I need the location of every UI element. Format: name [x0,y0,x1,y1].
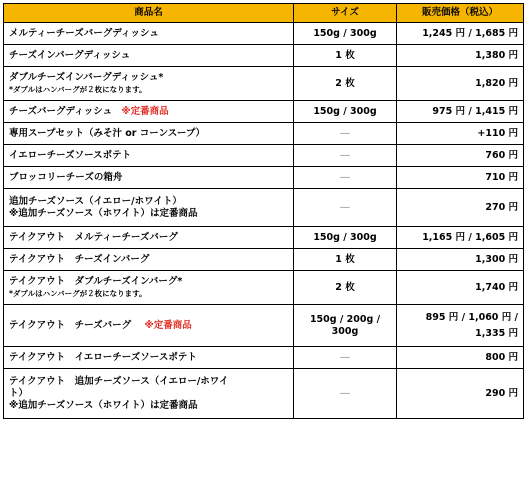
item-name-cell [4,67,294,101]
item-size: 2 枚 [294,271,397,305]
table-row [4,347,524,369]
item-note: *ダブルはハンバーグが２枚になります。 [9,289,147,298]
item-size-line: 150g / 200g / [309,313,381,325]
item-name: テイクアウト ダブルチーズインバーグ* [9,276,183,287]
table-row [4,23,524,45]
item-subline: ※追加チーズソース（ホワイト）は定番商品 [9,399,198,411]
table-row [4,101,524,123]
table-row [4,145,524,167]
item-price: +110 円 [397,123,524,145]
item-name-wrap: ト） [9,387,29,399]
item-name: チーズインバーグディッシュ [4,45,294,67]
item-name: テイクアウト チーズバーグ [9,319,132,331]
item-price: 975 円 / 1,415 円 [397,101,524,123]
item-name: テイクアウト 追加チーズソース（イエロー/ホワイ [9,375,229,387]
item-name: ダブルチーズインバーグディッシュ* [9,72,164,83]
item-price: 800 円 [397,347,524,369]
item-name: テイクアウト イエローチーズソースポテト [4,347,294,369]
table-row [4,123,524,145]
standard-item-badge: ※定番商品 [144,319,192,331]
item-price: 1,820 円 [397,67,524,101]
item-price-line: 895 円 / 1,060 円 / [425,311,518,323]
item-subline: ※追加チーズソース（ホワイト）は定番商品 [9,207,198,219]
table-row [4,45,524,67]
item-name: メルティーチーズバーグディッシュ [4,23,294,45]
item-size: ― [294,145,397,167]
table-row [4,227,524,249]
item-price: 1,380 円 [397,45,524,67]
table-row [4,167,524,189]
item-name-cell [4,189,294,227]
item-name: テイクアウト チーズインバーグ [4,249,294,271]
item-price: 290 円 [397,369,524,419]
item-size: 2 枚 [294,67,397,101]
item-name: 専用スープセット（みそ汁 or コーンスープ） [4,123,294,145]
standard-item-badge: ※定番商品 [121,105,169,117]
item-size-cell [294,305,397,347]
item-price: 1,165 円 / 1,605 円 [397,227,524,249]
item-name: イエローチーズソースポテト [4,145,294,167]
item-price: 1,245 円 / 1,685 円 [397,23,524,45]
table-row [4,249,524,271]
item-name-cell [4,271,294,305]
item-name: テイクアウト メルティーチーズバーグ [4,227,294,249]
item-size: ― [294,167,397,189]
item-price: 760 円 [397,145,524,167]
item-size: ― [294,369,397,419]
price-table [3,3,524,419]
item-note: *ダブルはハンバーグが２枚になります。 [9,85,147,94]
item-name-cell [4,101,294,123]
table-row [4,369,524,419]
table-row [4,67,524,101]
item-price: 1,740 円 [397,271,524,305]
item-size: ― [294,123,397,145]
item-name-cell [4,369,294,419]
item-size: ― [294,347,397,369]
item-name-cell [4,305,294,347]
item-name: ブロッコリーチーズの箱舟 [4,167,294,189]
item-size: ― [294,189,397,227]
item-size: 1 枚 [294,45,397,67]
header-price: 販売価格（税込） [397,4,524,23]
item-size: 150g / 300g [294,23,397,45]
table-row [4,271,524,305]
header-name: 商品名 [4,4,294,23]
item-size: 150g / 300g [294,227,397,249]
item-price: 270 円 [397,189,524,227]
item-name: チーズバーグディッシュ [9,105,113,117]
header-size: サイズ [294,4,397,23]
item-size: 1 枚 [294,249,397,271]
table-row [4,305,524,347]
item-name: 追加チーズソース（イエロー/ホワイト） [9,195,182,207]
table-row [4,189,524,227]
item-price: 710 円 [397,167,524,189]
header-row [4,4,524,23]
item-price-line: 1,335 円 [475,327,518,339]
item-price: 1,300 円 [397,249,524,271]
item-price-cell [397,305,524,347]
item-size: 150g / 300g [294,101,397,123]
item-size-line: 300g [331,325,359,337]
